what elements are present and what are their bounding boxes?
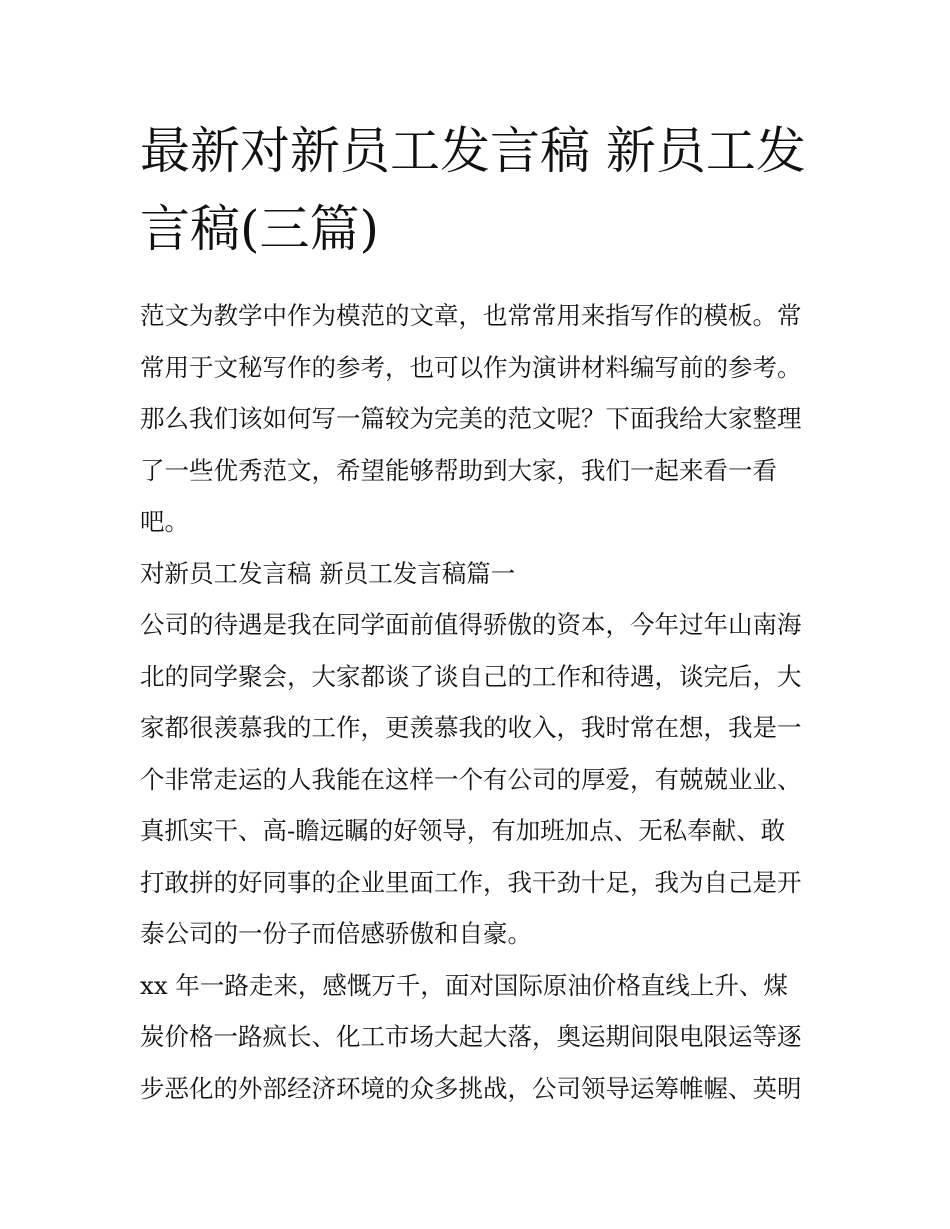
paragraph-2	[140, 960, 820, 1115]
document-body	[140, 290, 820, 1114]
intro-line: 常用于文秘写作的参考，也可以作为演讲材料编写前的参考。	[140, 352, 802, 382]
intro-line: 吧。	[140, 507, 189, 536]
paragraph-1-line: 泰公司的一份子而倍感骄傲和自豪。	[140, 919, 532, 948]
paragraph-1-line: 公司的待遇是我在同学面前值得骄傲的资本，今年过年山南海	[140, 610, 802, 639]
intro-paragraph	[140, 290, 820, 548]
document-title	[140, 112, 820, 268]
paragraph-1-line: 真抓实干、高-瞻远瞩的好领导，有加班加点、无私奉献、敢	[140, 816, 786, 845]
document-page	[140, 112, 820, 1114]
paragraph-1	[140, 599, 820, 960]
title-line-2: 言稿(三篇)	[140, 200, 380, 258]
paragraph-1-line: 北的同学聚会，大家都谈了谈自己的工作和待遇，谈完后，大	[140, 661, 802, 691]
section-heading-text: 对新员工发言稿 新员工发言稿篇一	[140, 558, 516, 588]
paragraph-2-line: 炭价格一路疯长、化工市场大起大落，奥运期间限电限运等逐	[140, 1022, 802, 1051]
paragraph-1-line: 家都很羡慕我的工作，更羡慕我的收入，我时常在想，我是一	[140, 713, 802, 742]
intro-line: 范文为教学中作为模范的文章，也常常用来指写作的模板。常	[140, 301, 802, 330]
intro-line: 了一些优秀范文，希望能够帮助到大家，我们一起来看一看	[140, 455, 777, 485]
section-heading	[140, 548, 820, 600]
paragraph-1-line: 打敢拼的好同事的企业里面工作，我干劲十足，我为自己是开	[140, 867, 802, 897]
paragraph-1-line: 个非常走运的人我能在这样一个有公司的厚爱，有兢兢业业、	[140, 764, 802, 794]
title-line-1: 最新对新员工发言稿 新员工发	[140, 122, 806, 180]
paragraph-2-line: xx 年一路走来，感慨万千，面对国际原油价格直线上升、煤	[140, 970, 788, 1000]
paragraph-2-line: 步恶化的外部经济环境的众多挑战，公司领导运筹帷幄、英明	[140, 1073, 802, 1103]
intro-line: 那么我们该如何写一篇较为完美的范文呢？下面我给大家整理	[140, 404, 802, 433]
